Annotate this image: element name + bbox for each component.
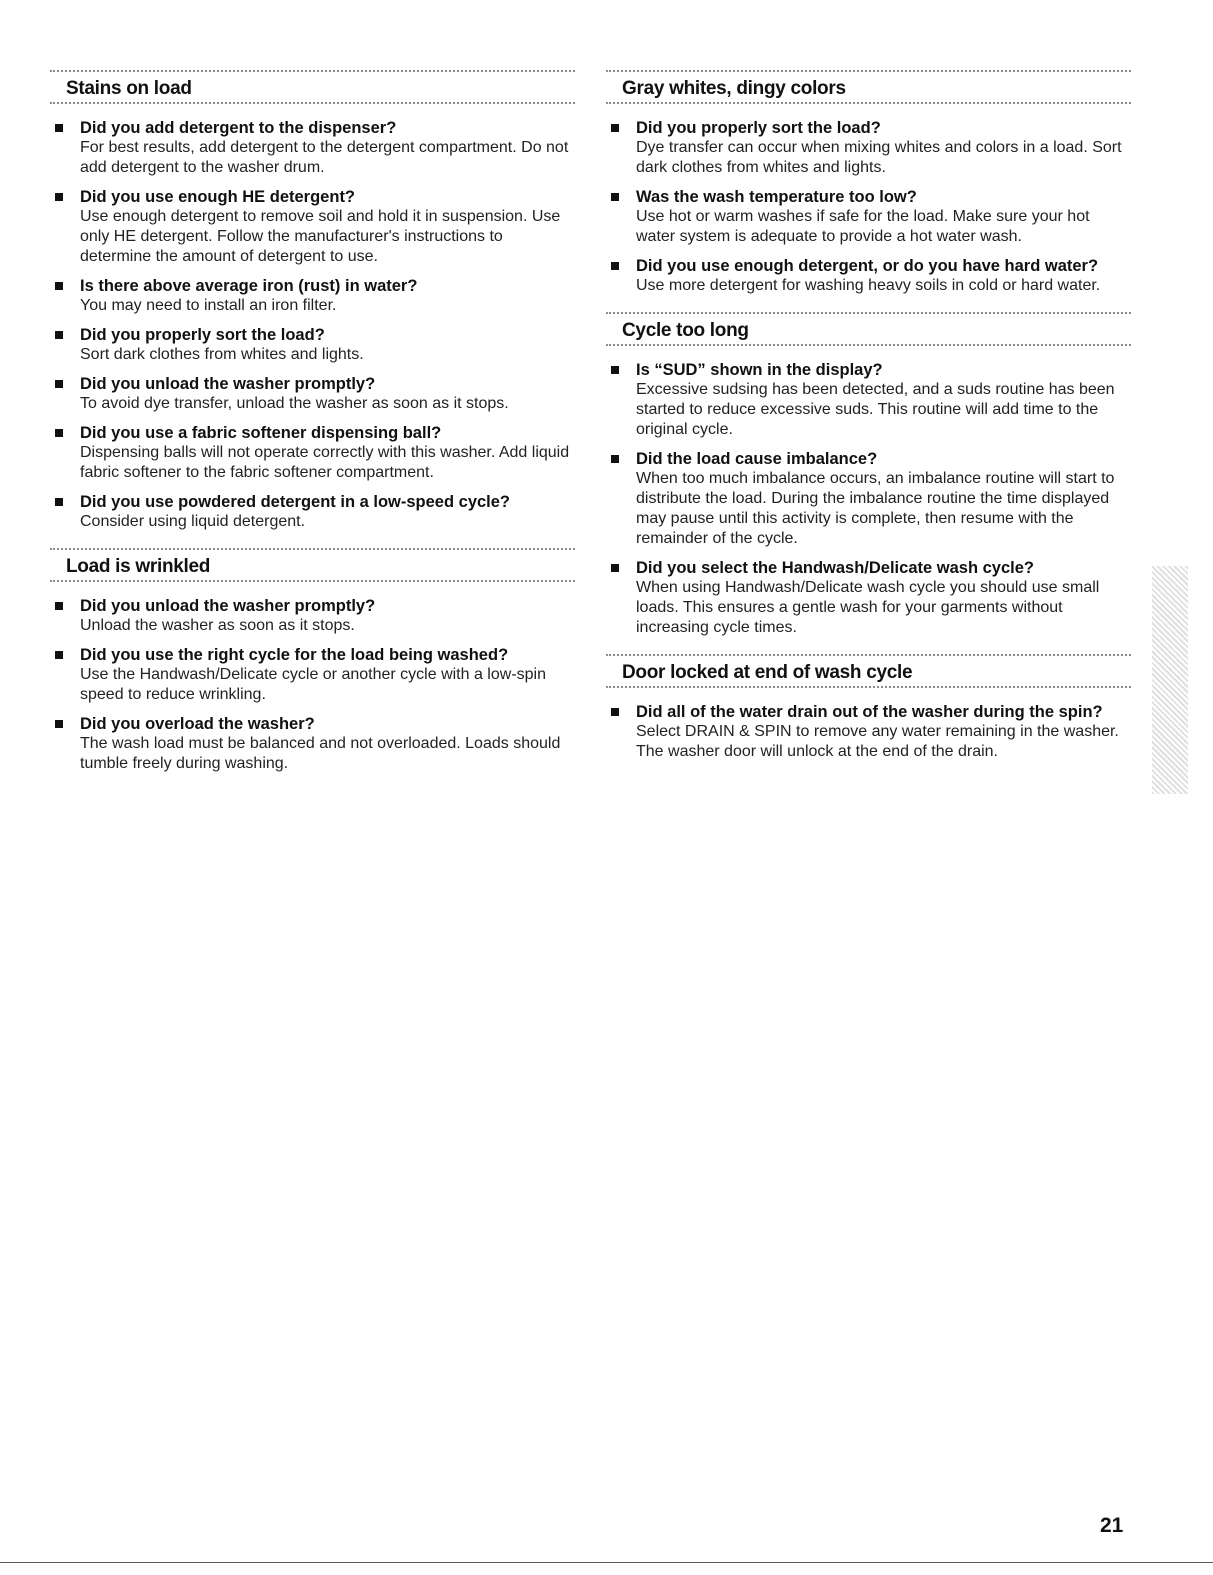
section [606,68,1131,296]
square-bullet-icon [55,193,63,201]
list-item [50,187,575,267]
answer-text: Dye transfer can occur when mixing whites and colors in a load. Sort dark clothes from whites and lights. [636,139,1122,176]
square-bullet-icon [55,380,63,388]
square-bullet-icon [611,455,619,463]
left-column [50,68,575,788]
list-item [50,325,575,365]
question-list [606,118,1131,296]
list-item [606,256,1131,296]
square-bullet-icon [55,124,63,132]
section-title: Door locked at end of wash cycle [622,662,913,683]
section-header [606,68,1131,106]
list-item [606,360,1131,440]
answer-text: When using Handwash/Delicate wash cycle you should use small loads. This ensures a gentle wash for your garments without increasing cycle times. [636,579,1100,636]
list-item [50,492,575,532]
question-text: Did you use the right cycle for the load being washed? [80,646,509,664]
square-bullet-icon [611,366,619,374]
section-title: Gray whites, dingy colors [622,78,846,99]
square-bullet-icon [55,429,63,437]
section-title: Stains on load [66,78,192,99]
answer-text: Use the Handwash/Delicate cycle or another cycle with a low-spin speed to reduce wrinkling. [80,666,546,703]
question-text: Did all of the water drain out of the washer during the spin? [636,703,1103,721]
question-text: Did you use a fabric softener dispensing ball? [80,424,442,442]
square-bullet-icon [55,602,63,610]
question-text: Did you overload the washer? [80,715,315,733]
section-title: Load is wrinkled [66,556,211,577]
list-item [50,645,575,705]
section [50,546,575,774]
list-item [606,449,1131,549]
section-title: Cycle too long [622,320,749,341]
square-bullet-icon [611,708,619,716]
list-item [50,423,575,483]
question-list [606,702,1131,762]
square-bullet-icon [611,124,619,132]
language-side-tab [1152,566,1188,794]
question-text: Did you properly sort the load? [636,119,881,137]
square-bullet-icon [55,331,63,339]
question-text: Did you select the Handwash/Delicate wash cycle? [636,559,1034,577]
answer-text: Consider using liquid detergent. [80,513,306,530]
question-text: Is “SUD” shown in the display? [636,361,883,379]
question-text: Did you use enough detergent, or do you have hard water? [636,257,1099,275]
list-item [50,276,575,316]
question-text: Did you unload the washer promptly? [80,597,376,615]
square-bullet-icon [611,193,619,201]
section-header [50,68,575,106]
bottom-rule [0,1562,1213,1563]
square-bullet-icon [55,720,63,728]
section [606,310,1131,638]
answer-text: Unload the washer as soon as it stops. [80,617,355,634]
section [50,68,575,532]
answer-text: Use more detergent for washing heavy soils in cold or hard water. [636,277,1101,294]
question-text: Did you properly sort the load? [80,326,325,344]
question-list [50,596,575,774]
question-text: Did you use enough HE detergent? [80,188,356,206]
list-item [606,558,1131,638]
question-text: Did you use powdered detergent in a low-speed cycle? [80,493,511,511]
list-item [606,118,1131,178]
question-text: Is there above average iron (rust) in water? [80,277,418,295]
square-bullet-icon [55,651,63,659]
answer-text: Sort dark clothes from whites and lights. [80,346,364,363]
square-bullet-icon [611,564,619,572]
section [606,652,1131,762]
list-item [50,596,575,636]
page-number: 21 [1100,1514,1124,1537]
question-list [50,118,575,532]
list-item [50,374,575,414]
list-item [606,702,1131,762]
section-header [606,652,1131,690]
list-item [606,187,1131,247]
answer-text: For best results, add detergent to the detergent compartment. Do not add detergent to the washer drum. [80,139,569,176]
answer-text: Use hot or warm washes if safe for the load. Make sure your hot water system is adequate to provide a hot water wash. [636,208,1090,245]
question-text: Was the wash temperature too low? [636,188,917,206]
answer-text: When too much imbalance occurs, an imbalance routine will start to distribute the load. During the imbalance routine the time displayed may pause until this activity is complete, then resume with the remainder of the cycle. [636,470,1115,547]
square-bullet-icon [55,282,63,290]
list-item [50,118,575,178]
answer-text: To avoid dye transfer, unload the washer as soon as it stops. [80,395,509,412]
section-header [606,310,1131,348]
question-text: Did you add detergent to the dispenser? [80,119,397,137]
question-text: Did you unload the washer promptly? [80,375,376,393]
square-bullet-icon [55,498,63,506]
answer-text: You may need to install an iron filter. [80,297,337,314]
answer-text: Dispensing balls will not operate correctly with this washer. Add liquid fabric softener to the fabric softener compartment. [80,444,570,481]
answer-text: Use enough detergent to remove soil and hold it in suspension. Use only HE detergent. Follow the manufacturer's instructions to determine the amount of detergent to use. [80,208,561,265]
right-column [606,68,1131,776]
square-bullet-icon [611,262,619,270]
list-item [50,714,575,774]
section-header [50,546,575,584]
answer-text: Select DRAIN & SPIN to remove any water remaining in the washer. The washer door will unlock at the end of the drain. [636,723,1119,760]
answer-text: Excessive sudsing has been detected, and a suds routine has been started to reduce excessive suds. This routine will add time to the original cycle. [636,381,1115,438]
answer-text: The wash load must be balanced and not overloaded. Loads should tumble freely during washing. [80,735,561,772]
question-list [606,360,1131,638]
question-text: Did the load cause imbalance? [636,450,878,468]
